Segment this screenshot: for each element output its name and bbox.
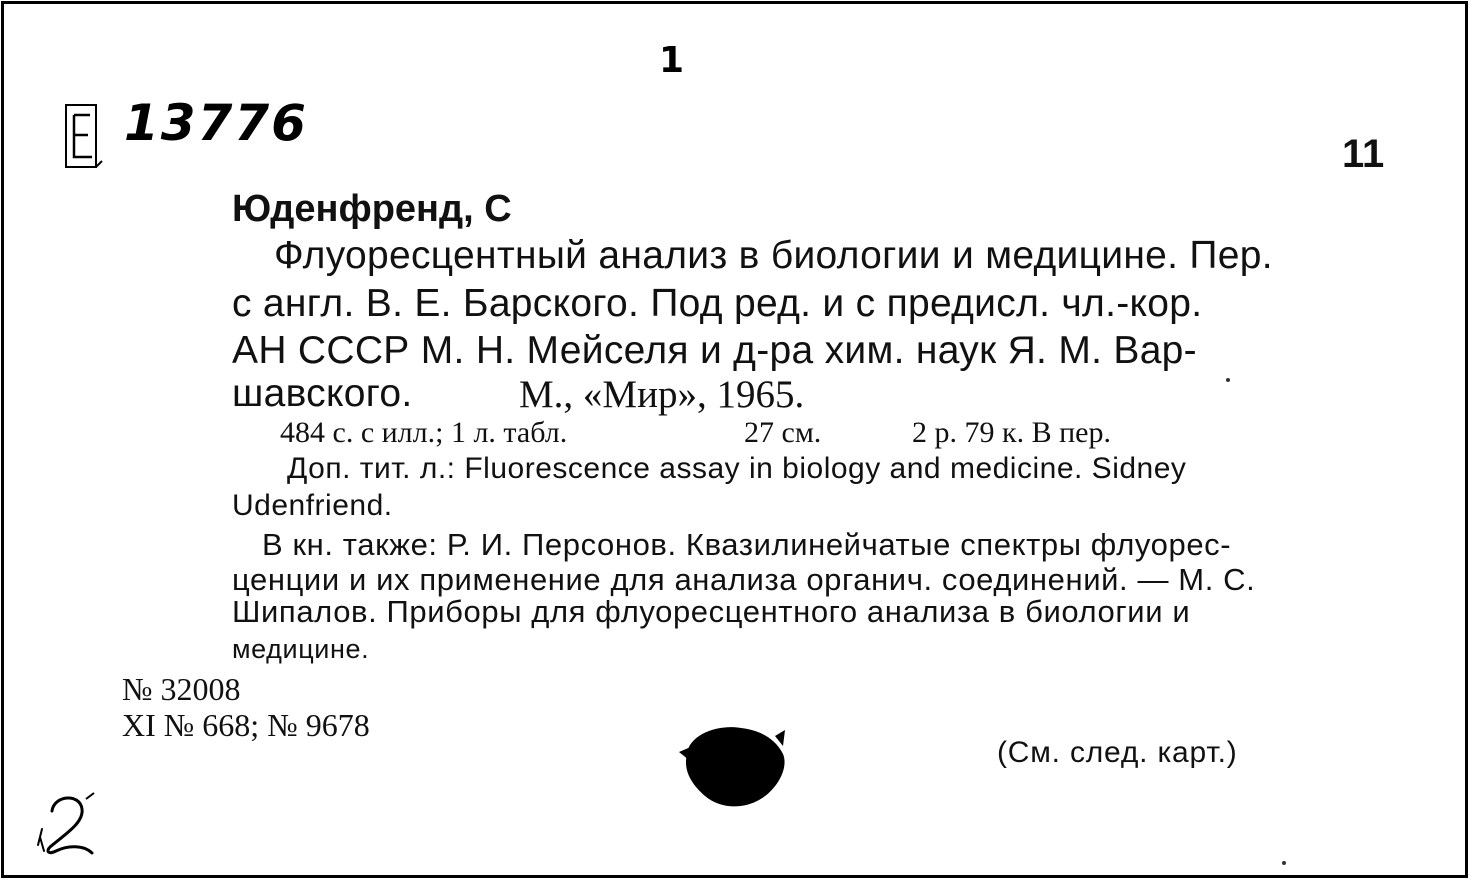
see-next-card-note: (См. след. карт.)	[997, 736, 1238, 769]
title-line: АН СССР М. Н. Мейселя и д-ра хим. наук Я. М. Вар-	[232, 329, 1197, 372]
contents-note-line: В кн. также: Р. И. Персонов. Квазилинейчатые спектры флуорес-	[262, 527, 1232, 562]
ink-blot-icon	[679, 716, 789, 812]
paper-speck	[1282, 861, 1286, 865]
series-number: 11	[1342, 132, 1385, 176]
title-line: с англ. В. Е. Барского. Под ред. и с предисл. чл.-кор.	[232, 282, 1203, 325]
accession-number: № 32008	[122, 671, 241, 707]
parallel-title-line: Udenfriend.	[232, 489, 393, 522]
contents-note-line: ценции и их применение для анализа органич. соединений. — М. С.	[232, 562, 1256, 597]
stamp-letter-icon	[62, 101, 106, 171]
collation-price: 2 р. 79 к. В пер.	[912, 416, 1111, 449]
collation-size: 27 см.	[744, 416, 822, 449]
contents-note-line: Шипалов. Приборы для флуоресцентного анализа в биологии и	[232, 594, 1191, 629]
catalog-card	[1, 1, 1468, 878]
collation-pages: 484 с. с илл.; 1 л. табл.	[280, 416, 568, 449]
imprint: М., «Мир», 1965.	[519, 373, 805, 416]
contents-note-line: медицине.	[232, 634, 370, 664]
card-sequence-number: 1	[659, 40, 685, 81]
shelf-mark: 13776	[124, 94, 308, 152]
title-line: шавского.	[232, 372, 413, 415]
title-line: Флуоресцентный анализ в биологии и медицине. Пер.	[274, 234, 1273, 277]
accession-number: XI № 668; № 9678	[122, 707, 370, 743]
author-heading: Юденфренд, С	[232, 188, 512, 230]
handwritten-mark	[34, 789, 102, 859]
paper-speck	[1226, 378, 1230, 382]
parallel-title-line: Доп. тит. л.: Fluorescence assay in biology and medicine. Sidney	[287, 452, 1187, 485]
